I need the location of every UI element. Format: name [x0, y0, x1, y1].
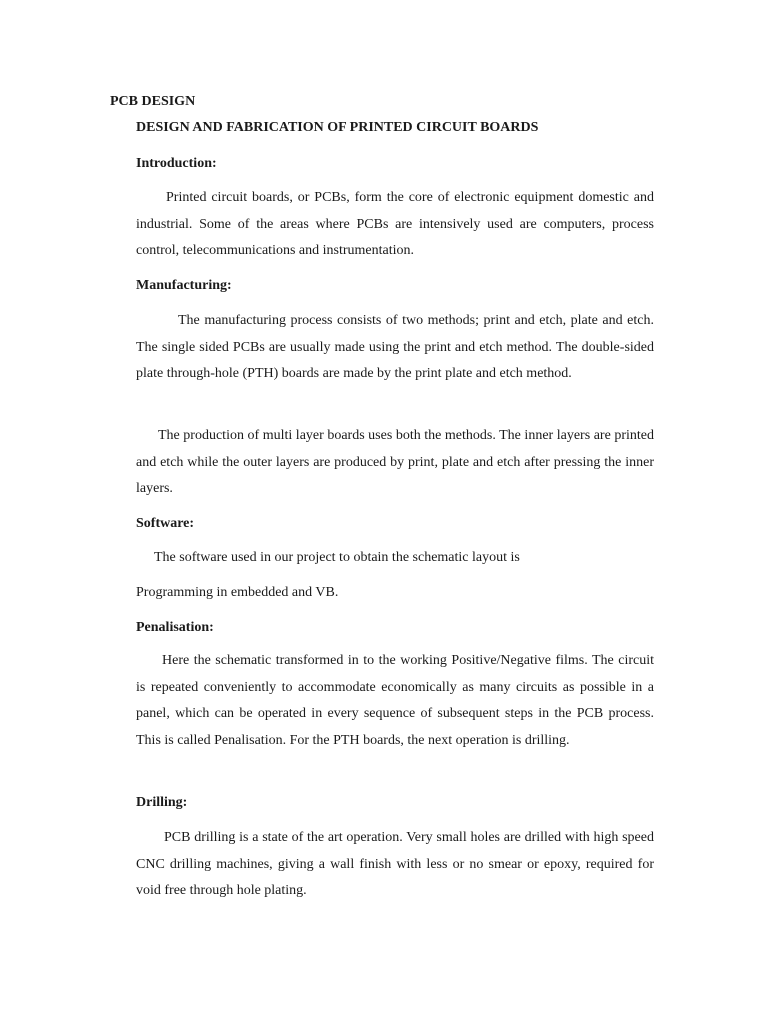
section-heading-drilling: Drilling:	[136, 795, 188, 810]
software-line-1: The software used in our project to obtain the schematic layout is	[154, 550, 520, 565]
section-heading-penalisation: Penalisation:	[136, 620, 214, 635]
section-heading-manufacturing: Manufacturing:	[136, 278, 232, 293]
manufacturing-paragraph-1: The manufacturing process consists of two methods; print and etch, plate and etch. The single sided PCBs are usually made using the print and etch method. The double-sided plate through-hole (PTH) boards are made by the print plate and etch method.	[136, 313, 654, 381]
penalisation-paragraph: Here the schematic transformed in to the working Positive/Negative films. The circuit is repeated conveniently to accommodate economically as many circuits as possible in a panel, which can be operated in every sequence of subsequent steps in the PCB process. This is called Penalisation. For the PTH boards, the next operation is drilling.	[136, 653, 654, 748]
document-title: PCB DESIGN	[110, 94, 196, 109]
software-line-2: Programming in embedded and VB.	[136, 585, 339, 600]
manufacturing-paragraph-2: The production of multi layer boards uses both the methods. The inner layers are printed and etch while the outer layers are produced by print, plate and etch after pressing the inner layers.	[136, 428, 654, 496]
drilling-paragraph: PCB drilling is a state of the art operation. Very small holes are drilled with high speed CNC drilling machines, giving a wall finish with less or no smear or epoxy, required for void free through hole plating.	[136, 830, 654, 898]
document-subtitle: DESIGN AND FABRICATION OF PRINTED CIRCUIT BOARDS	[136, 120, 539, 135]
section-heading-introduction: Introduction:	[136, 156, 217, 171]
section-heading-software: Software:	[136, 516, 195, 531]
introduction-paragraph: Printed circuit boards, or PCBs, form the core of electronic equipment domestic and industrial. Some of the areas where PCBs are intensively used are computers, process control, telecommunications and instrumentation.	[136, 190, 654, 258]
